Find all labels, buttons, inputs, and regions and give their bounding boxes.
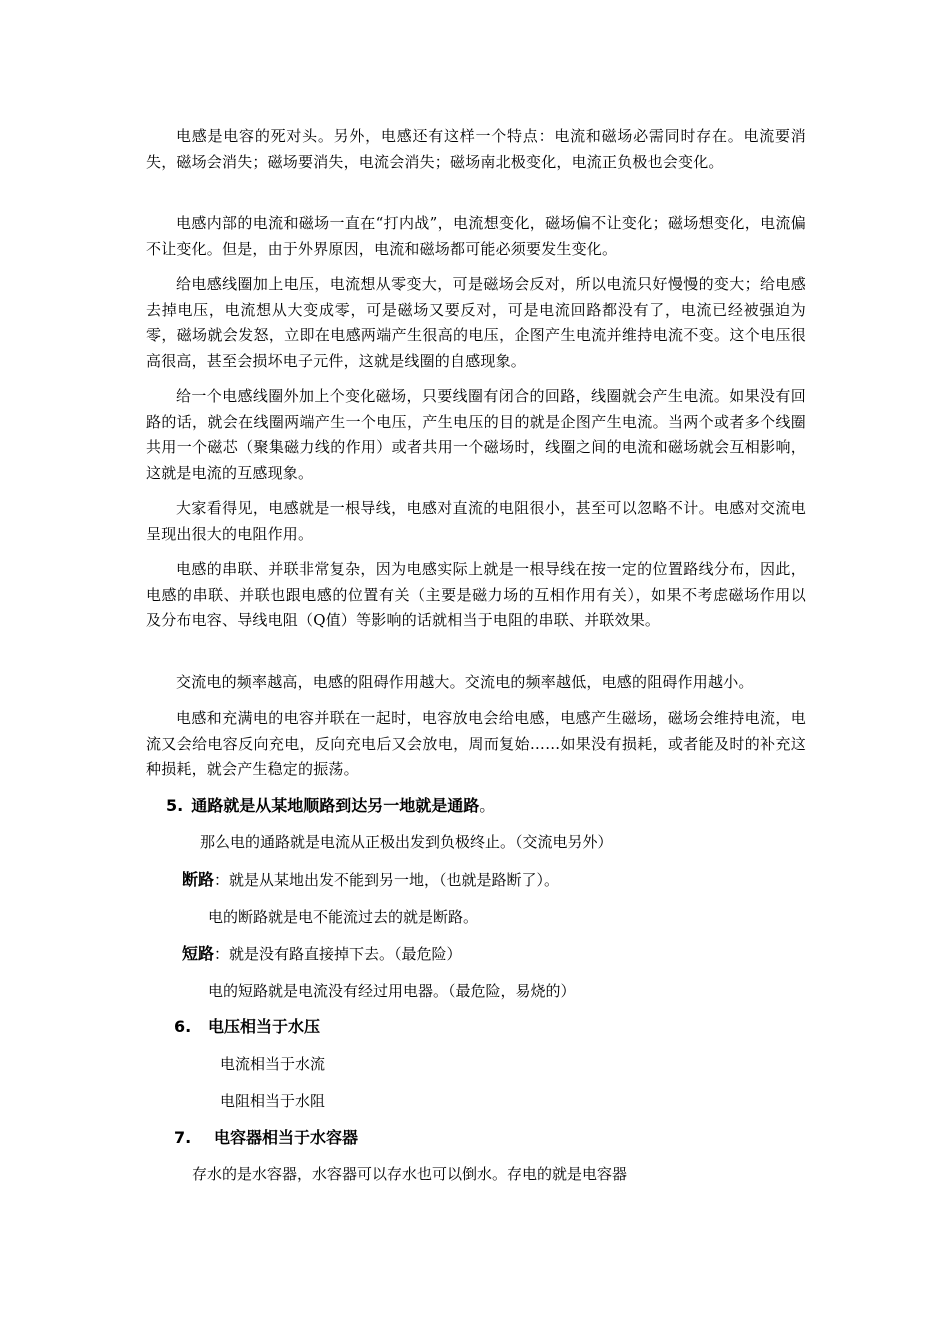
paragraph-internal-battle: 电感内部的电流和磁场一直在“打内战”，电流想变化，磁场偏不让变化；磁场想变化，电流偏不让变化。但是，由于外界原因，电流和磁场都可能必须要发生变化。 xyxy=(146,214,806,258)
paragraph-inductor-intro: 电感是电容的死对头。另外，电感还有这样一个特点：电流和磁场必需同时存在。电流要消失，磁场会消失；磁场要消失，电流会消失；磁场南北极变化，电流正负极也会变化。 xyxy=(146,127,806,171)
section-5-title: 通路就是从某地顺路到达另一地就是通路 xyxy=(191,796,480,815)
section-7-number: 7. xyxy=(174,1128,192,1147)
short-circuit-sub: 电的短路就是电流没有经过用电器。（最危险，易烧的） xyxy=(208,982,576,1000)
paragraph-self-induction: 给电感线圈加上电压，电流想从零变大，可是磁场会反对，所以电流只好慢慢的变大；给电感去掉电压，电流想从大变成零，可是磁场又要反对，可是电流回路都没有了，电流已经被强迫为零，磁场就会发怒，立即在电感两端产生很高的电压，企图产生电流并维持电流不变。这个电压很高很高，甚至会损坏电子元件，这就是线圈的自感现象。 xyxy=(146,275,806,370)
open-circuit-text: ：就是从某地出发不能到另一地，（也就是路断了）。 xyxy=(214,871,560,889)
section-5-circuit-text: 那么电的通路就是电流从正极出发到负极终止。（交流电另外） xyxy=(200,833,613,851)
short-circuit-line xyxy=(182,943,462,965)
section-5-separator: . xyxy=(177,796,184,815)
section-6-heading xyxy=(174,1015,320,1039)
short-circuit-text: ：就是没有路直接掉下去。（最危险） xyxy=(214,945,462,963)
section-5-heading xyxy=(166,794,495,818)
open-circuit-line xyxy=(182,869,559,891)
paragraph-dc-ac-resistance: 大家看得见，电感就是一根导线，电感对直流的电阻很小，甚至可以忽略不计。电感对交流电呈现出很大的电阻作用。 xyxy=(146,499,806,543)
section-5-end: 。 xyxy=(479,796,496,815)
section-6-title: 电压相当于水压 xyxy=(208,1017,321,1036)
open-circuit-term: 断路 xyxy=(182,870,215,889)
section-6-current-line: 电流相当于水流 xyxy=(220,1055,326,1073)
section-7-title: 电容器相当于水容器 xyxy=(214,1128,359,1147)
section-6-resistance-line: 电阻相当于水阻 xyxy=(220,1092,326,1110)
open-circuit-sub: 电的断路就是电不能流过去的就是断路。 xyxy=(208,908,479,926)
paragraph-mutual-induction: 给一个电感线圈外加上个变化磁场，只要线圈有闭合的回路，线圈就会产生电流。如果没有回路的话，就会在线圈两端产生一个电压，产生电压的目的就是企图产生电流。当两个或者多个线圈共用一个磁芯（聚集磁力线的作用）或者共用一个磁场时，线圈之间的电流和磁场就会互相影响，这就是电流的互感现象。 xyxy=(146,387,806,482)
paragraph-series-parallel: 电感的串联、并联非常复杂，因为电感实际上就是一根导线在按一定的位置路线分布，因此，电感的串联、并联也跟电感的位置有关（主要是磁力场的互相作用有关），如果不考虑磁场作用以及分布电容、导线电阻（Q值）等影响的话就相当于电阻的串联、并联效果。 xyxy=(146,560,806,629)
section-7-heading xyxy=(174,1126,358,1150)
section-7-capacitor-line: 存水的是水容器，水容器可以存水也可以倒水。存电的就是电容器 xyxy=(192,1165,628,1183)
section-6-number: 6. xyxy=(174,1017,192,1036)
paragraph-oscillation: 电感和充满电的电容并联在一起时，电容放电会给电感，电感产生磁场，磁场会维持电流，电流又会给电容反向充电，反向充电后又会放电，周而复始……如果没有损耗，或者能及时的补充这种损耗，就会产生稳定的振荡。 xyxy=(146,709,806,778)
paragraph-frequency: 交流电的频率越高，电感的阻碍作用越大。交流电的频率越低，电感的阻碍作用越小。 xyxy=(176,673,754,691)
section-5-number: 5 xyxy=(166,796,178,815)
short-circuit-term: 短路 xyxy=(182,944,215,963)
